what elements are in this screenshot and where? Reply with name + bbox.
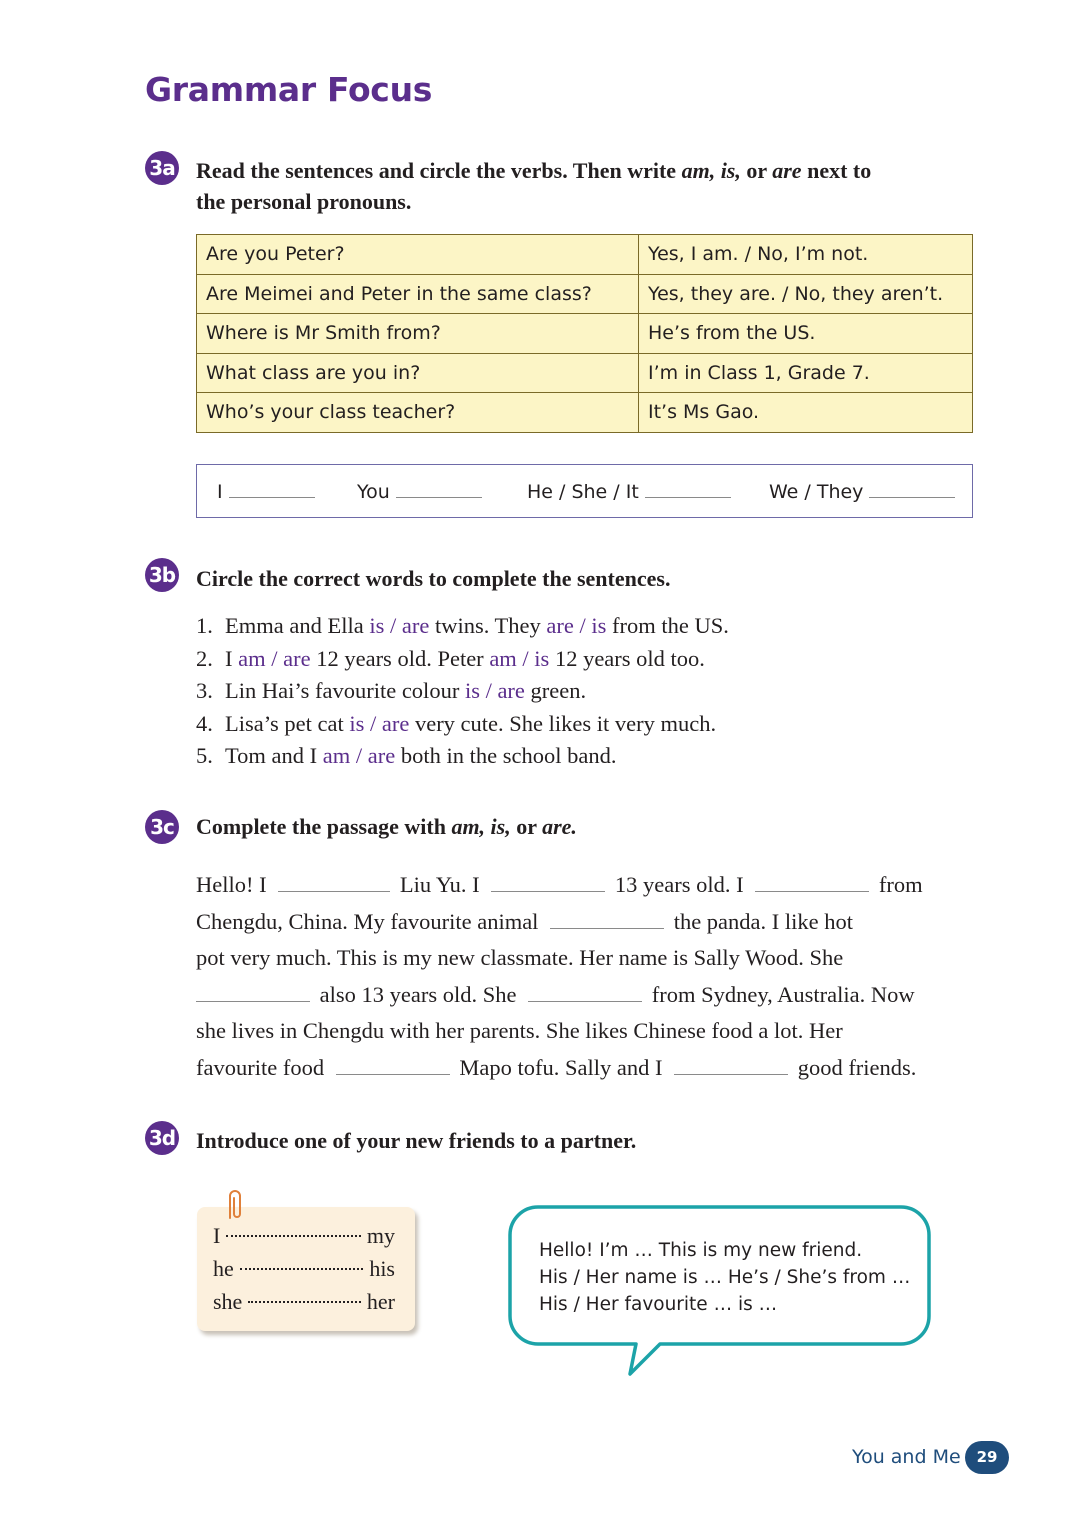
passage-line: she lives in Chengdu with her parents. She likes Chinese food a lot. Her (196, 1018, 843, 1043)
page-number: 29 (965, 1441, 1009, 1474)
answer-blank[interactable] (869, 479, 955, 498)
unit-title: You and Me (852, 1446, 961, 1468)
question-cell: Where is Mr Smith from? (197, 314, 639, 354)
list-item (196, 708, 729, 741)
sentence-text: Tom and I (225, 743, 323, 769)
table-row (197, 235, 973, 275)
answer-blank[interactable] (229, 479, 315, 498)
answer-blank[interactable] (196, 981, 310, 1002)
passage-line: favourite food Mapo tofu. Sally and I good friends. (196, 1054, 917, 1080)
answer-blank[interactable] (674, 1054, 788, 1075)
sentence-text: Lisa’s pet cat (225, 710, 350, 736)
choice-options[interactable]: are / is (546, 613, 607, 638)
section-badge-3a: 3a (145, 151, 179, 185)
passage-line: also 13 years old. She from Sydney, Australia. Now (196, 977, 956, 1014)
table-row (197, 314, 973, 354)
sentence-text: green. (524, 678, 587, 704)
question-cell: Who’s your class teacher? (197, 393, 639, 433)
passage-line: Hello! I Liu Yu. I 13 years old. I from (196, 872, 923, 897)
answer-blank[interactable] (550, 908, 664, 929)
speech-bubble-text: Hello! I’m … This is my new friend. His / Her name is … He’s / She’s from … His / Her favourite … is … (539, 1240, 911, 1315)
section-badge-3b: 3b (145, 558, 179, 592)
fill-in-passage (196, 867, 956, 1086)
exercise-list-3b (196, 610, 729, 773)
instruction-3c: Complete the passage with am, is, or are. (196, 814, 577, 839)
item-number: 1. (196, 613, 213, 638)
passage-line: Chengdu, China. My favourite animal the panda. I like hot (196, 908, 854, 934)
pronoun-note-card (197, 1207, 415, 1331)
list-item (196, 643, 729, 676)
section-badge-3c: 3c (145, 810, 179, 844)
choice-options[interactable]: is / are (349, 710, 410, 736)
choice-options[interactable]: is / are (369, 613, 430, 638)
page-title: Grammar Focus (145, 70, 433, 109)
table-row (197, 393, 973, 433)
sentence-text: 12 years old. Peter (310, 645, 490, 671)
sentence-text: twins. They (429, 613, 547, 638)
pronoun-you: You (357, 479, 482, 503)
answer-blank[interactable] (336, 1054, 450, 1075)
pronoun-i: I (217, 479, 315, 503)
pronoun-fill-box (196, 464, 973, 518)
item-number: 4. (196, 710, 213, 736)
sentence-text: very cute. She likes it very much. (409, 710, 717, 736)
answer-cell: Yes, they are. / No, they aren’t. (639, 274, 973, 314)
section-badge-3d: 3d (145, 1121, 179, 1155)
passage-line: pot very much. This is my new classmate. Her name is Sally Wood. She (196, 945, 844, 970)
list-item (196, 675, 729, 708)
note-row: she her (213, 1289, 395, 1314)
answer-blank[interactable] (396, 479, 482, 498)
question-answer-table (196, 234, 973, 433)
pronoun-we-they: We / They (769, 479, 955, 503)
item-number: 3. (196, 678, 213, 704)
sentence-text: Lin Hai’s favourite colour (225, 678, 465, 704)
answer-cell: It’s Ms Gao. (639, 393, 973, 433)
pronoun-he-she-it: He / She / It (527, 479, 731, 503)
note-row: I my (213, 1223, 395, 1248)
list-item (196, 610, 729, 643)
answer-blank[interactable] (645, 479, 731, 498)
answer-blank[interactable] (491, 871, 605, 892)
question-cell: What class are you in? (197, 353, 639, 393)
choice-options[interactable]: is / are (464, 678, 525, 704)
instruction-3d: Introduce one of your new friends to a partner. (196, 1128, 637, 1153)
answer-blank[interactable] (278, 871, 390, 892)
paperclip-icon (222, 1188, 246, 1222)
table-row (197, 353, 973, 393)
answer-blank[interactable] (755, 871, 869, 892)
sentence-text: I (225, 645, 239, 671)
table-row (197, 274, 973, 314)
sentence-text: from the US. (606, 613, 729, 638)
instruction-3b: Circle the correct words to complete the sentences. (196, 566, 671, 591)
choice-options[interactable]: am / is (489, 645, 550, 671)
item-number: 5. (196, 743, 213, 769)
question-cell: Are you Peter? (197, 235, 639, 275)
sentence-text: 12 years old too. (549, 645, 705, 671)
sentence-text: both in the school band. (395, 743, 617, 769)
answer-cell: Yes, I am. / No, I’m not. (639, 235, 973, 275)
question-cell: Are Meimei and Peter in the same class? (197, 274, 639, 314)
list-item (196, 740, 729, 773)
item-number: 2. (196, 645, 213, 671)
choice-options[interactable]: am / are (238, 645, 311, 671)
choice-options[interactable]: am / are (322, 743, 396, 769)
sentence-text: Emma and Ella (225, 613, 370, 638)
answer-cell: I’m in Class 1, Grade 7. (639, 353, 973, 393)
answer-blank[interactable] (528, 981, 642, 1002)
instruction-3a: Read the sentences and circle the verbs. Then write am, is, or are next to the personal pronouns. (196, 158, 872, 214)
answer-cell: He’s from the US. (639, 314, 973, 354)
note-row: he his (213, 1256, 395, 1281)
